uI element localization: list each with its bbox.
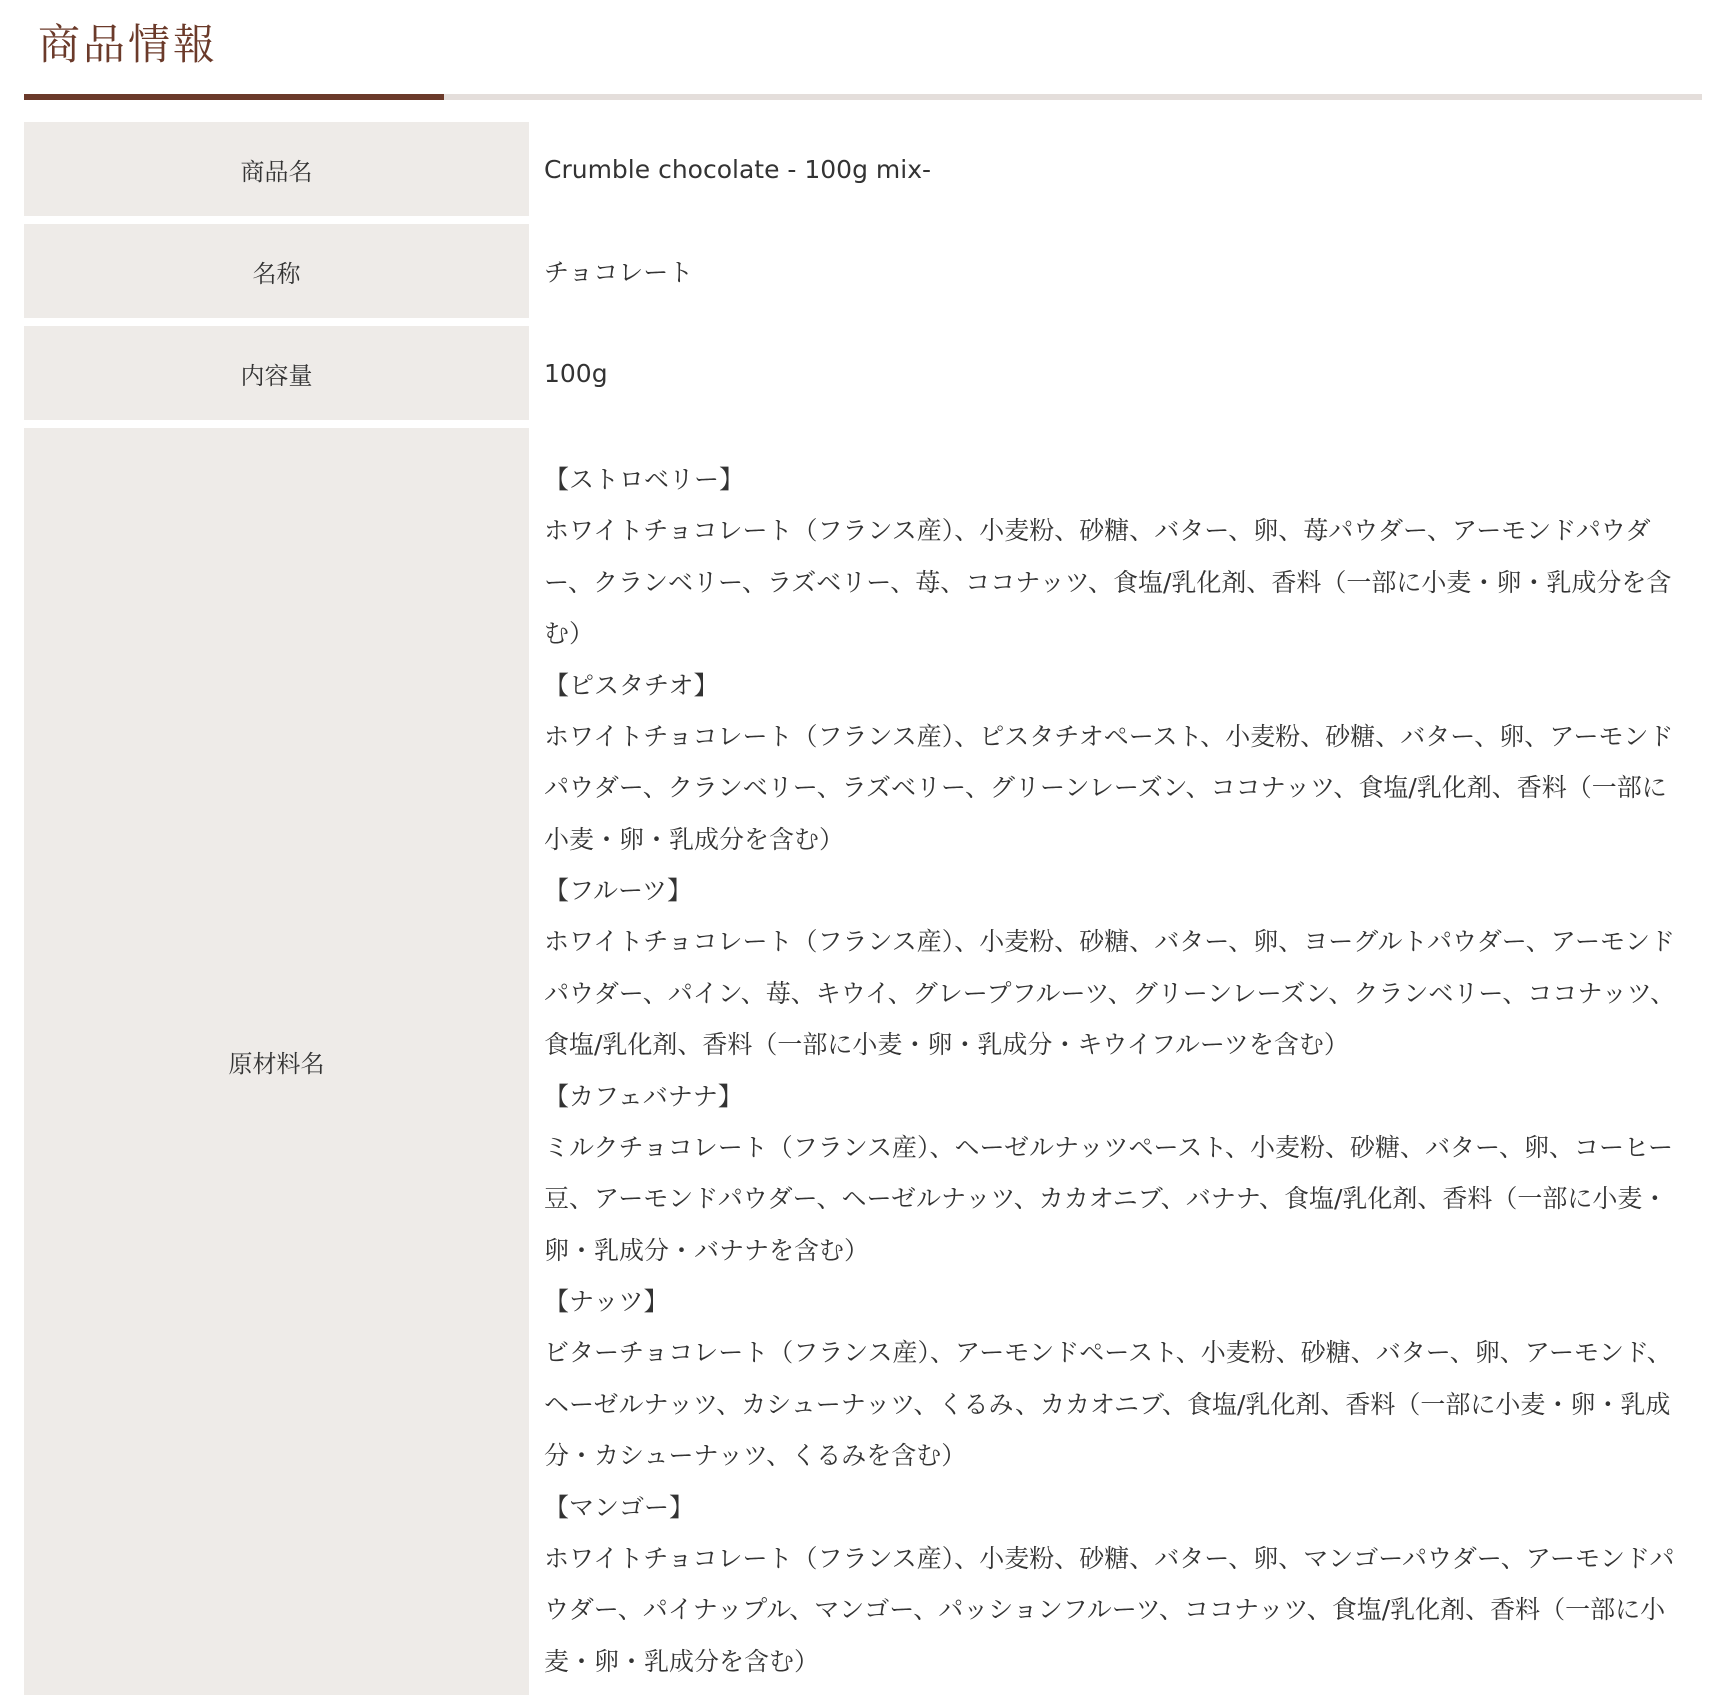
value-name: チョコレート — [529, 224, 1702, 318]
label-name: 名称 — [24, 224, 529, 318]
value-product-name: Crumble chocolate - 100g mix- — [529, 122, 1702, 216]
material-text: ホワイトチョコレート（フランス産）、小麦粉、砂糖、バター、卵、マンゴーパウダー、アーモンドパウダー、パイナップル、マンゴー、パッションフルーツ、ココナッツ、食塩/乳化剤、香料（一部に小麦・卵・乳成分を含む） — [544, 1543, 1675, 1676]
label-content-amount: 内容量 — [24, 326, 529, 420]
material-heading: 【ストロベリー】 — [544, 465, 745, 494]
material-text: ホワイトチョコレート（フランス産）、ピスタチオペースト、小麦粉、砂糖、バター、卵、アーモンドパウダー、クランベリー、ラズベリー、グリーンレーズン、ココナッツ、食塩/乳化剤、香料（一部に小麦・卵・乳成分を含む） — [544, 721, 1674, 854]
product-info-section — [24, 0, 1702, 1703]
material-text: ビターチョコレート（フランス産）、アーモンドペースト、小麦粉、砂糖、バター、卵、アーモンド、ヘーゼルナッツ、カシューナッツ、くるみ、カカオニブ、食塩/乳化剤、香料（一部に小麦・卵・乳成分・カシューナッツ、くるみを含む） — [544, 1338, 1672, 1470]
material-heading: 【カフェバナナ】 — [544, 1081, 743, 1111]
material-group-fruits — [544, 865, 1682, 1071]
label-materials: 原材料名 — [24, 428, 529, 1695]
section-title: 商品情報 — [38, 20, 219, 69]
row-product-name — [24, 122, 1702, 216]
material-group-strawberry — [544, 454, 1682, 660]
value-content-amount: 100g — [529, 326, 1702, 420]
material-text: ホワイトチョコレート（フランス産）、小麦粉、砂糖、バター、卵、苺パウダー、アーモンドパウダー、クランベリー、ラズベリー、苺、ココナッツ、食塩/乳化剤、香料（一部に小麦・卵・乳成分を含む） — [544, 516, 1672, 648]
material-heading: 【ピスタチオ】 — [544, 670, 719, 700]
title-underline — [24, 94, 1702, 100]
material-text: ホワイトチョコレート（フランス産）、小麦粉、砂糖、バター、卵、ヨーグルトパウダー、アーモンドパウダー、パイン、苺、キウイ、グレープフルーツ、グリーンレーズン、クランベリー、ココナッツ、食塩/乳化剤、香料（一部に小麦・卵・乳成分・キウイフルーツを含む） — [544, 927, 1676, 1059]
row-materials — [24, 428, 1702, 1695]
material-heading: 【フルーツ】 — [544, 876, 693, 905]
material-group-mango — [544, 1482, 1682, 1688]
label-product-name: 商品名 — [24, 122, 529, 216]
material-group-cafe-banana — [544, 1071, 1682, 1277]
material-group-nuts — [544, 1276, 1682, 1482]
title-underline-accent — [24, 94, 444, 100]
material-text: ミルクチョコレート（フランス産）、ヘーゼルナッツペースト、小麦粉、砂糖、バター、卵、コーヒー豆、アーモンドパウダー、ヘーゼルナッツ、カカオニブ、バナナ、食塩/乳化剤、香料（一部に小麦・卵・乳成分・バナナを含む） — [544, 1132, 1674, 1265]
material-heading: 【ナッツ】 — [544, 1287, 669, 1316]
row-name — [24, 224, 1702, 318]
value-materials — [529, 428, 1702, 1695]
product-info-table — [24, 114, 1702, 1703]
row-content-amount — [24, 326, 1702, 420]
material-heading: 【マンゴー】 — [544, 1492, 695, 1522]
material-group-pistachio — [544, 660, 1682, 866]
